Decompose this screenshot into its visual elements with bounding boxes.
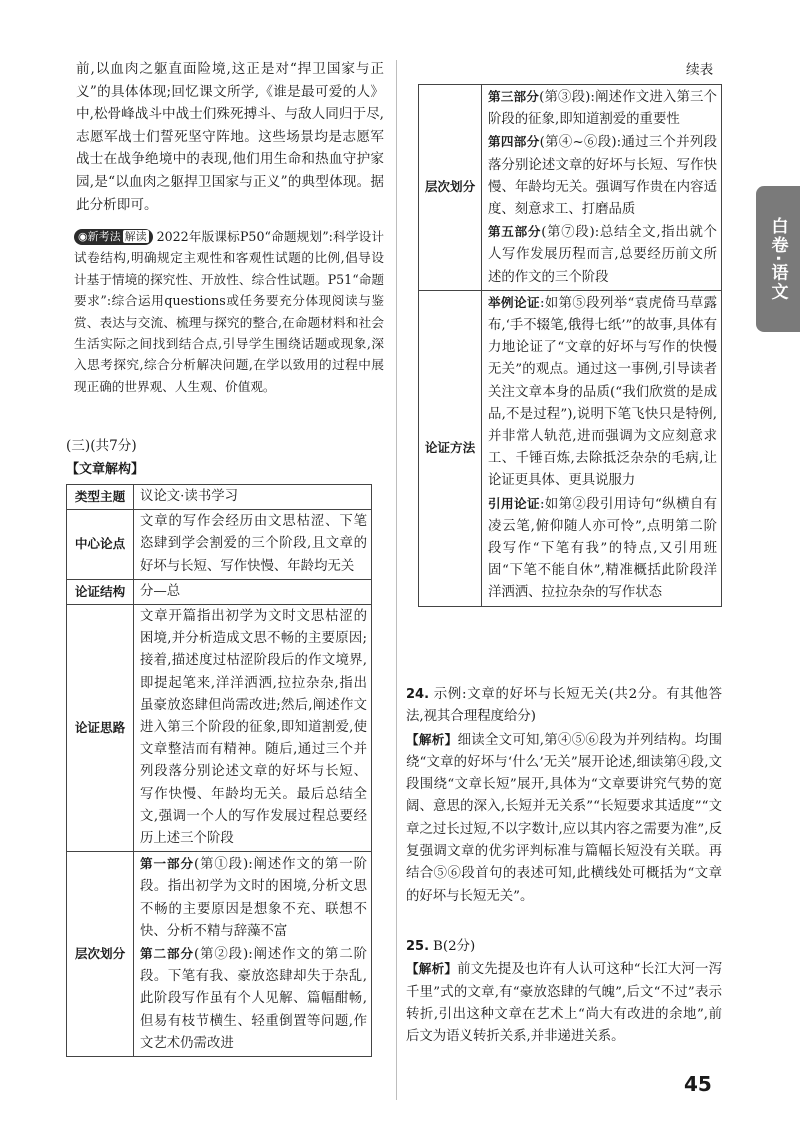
side-tab-label: 白卷·语文 [767,216,788,302]
row-key: 论证结构 [67,579,134,604]
part-text: :阐述作文的第二阶段。下笔有我、豪放恣肆却失于杂乱,此阶段写作虽有个人见解、篇幅酣畅,但易有枝节横生、轻重倒置等问题,作文艺术仍需改进 [140,947,368,1051]
question-25 [406,936,722,1048]
method-item [488,493,717,605]
answer-text: 示例:文章的好坏与长短无关(共2分。有其他答法,视其合理程度给分) [406,687,722,725]
page-number: 45 [684,1072,712,1096]
analysis-text: 细读全文可知,第④⑤⑥段为并列结构。均围绕“文章的好坏与‘什么’无关”展开论述,细读第④段,文段围绕“文章长短”展开,具体为“文章要讲究气势的宽阔、意思的深入,长短并无关系”“长短要求其适度”“文章之过长过短,不以字数计,应以其内容之需要为准”,反复强调文章的优劣评判标准与篇幅长短没有关联。再结合⑤⑥段首句的表述可知,此横线处可概括为“文章的好坏与长短无关”。 [406,732,723,904]
table-row [419,85,722,291]
analysis-label: 【解析】 [406,961,458,977]
question-24 [406,684,722,908]
method-label: 举例论证 [488,294,540,310]
part-item [488,221,717,289]
method-label: 引用论证 [488,495,540,511]
xinkaofa-badge-label: 新考法 [87,230,121,243]
part-range: (第①段) [193,857,249,873]
answer-text: B(2分) [433,939,476,954]
table-row [67,579,372,604]
continued-label: 续表 [686,62,714,78]
column-divider [396,60,397,1100]
part-text: :阐述作文进入第三个阶段的征象,即知道割爱的重要性 [488,90,718,128]
part-range: (第⑦段) [541,225,595,241]
row-value [134,852,372,1057]
part-label: 第四部分 [488,134,540,150]
part-label: 第一部分 [140,856,194,872]
analysis-text: 前文先提及也许有人认可这种“长江大河一泻千里”式的文章,有“豪放恣肆的气魄”,后文“不过”表示转折,引出这种文章在艺术上“尚大有改进的余地”,前后文为语义转折关系,并非递进关系。 [406,962,722,1045]
analysis [406,958,722,1048]
row-value: 文章开篇指出初学为文时文思枯涩的困境,并分析造成文思不畅的主要原因;接着,描述度过枯涩阶段后的作文境界,即提起笔来,洋洋洒洒,拉拉杂杂,指出虽豪放恣肆但尚需改进;然后,阐述作文进入第三个阶段的征象,即知道割爱,使文章整洁而有精神。随后,通过三个并列段落分别论述文章的好坏与长短、写作快慢、年龄均无关。最后总结全文,强调一个人的写作发展过程总要经历上述三个阶段 [134,605,372,852]
table-row [67,485,372,510]
table-row [67,852,372,1057]
part-item [488,131,717,221]
part-label: 第三部分 [488,89,540,104]
table-row [67,605,372,852]
row-key: 层次划分 [67,852,134,1057]
part-label: 第五部分 [488,224,542,240]
row-key: 论证方法 [419,290,482,606]
answer-line [406,684,722,729]
part-text: :通过三个并列段落分别论述文章的好坏与长短、写作快慢、年龄均无关。强调写作贵在内容适度、刻意求工、打磨品质 [488,135,718,218]
part-range: (第④~⑥段) [539,135,617,151]
row-key: 类型主题 [67,485,134,510]
row-value: 文章的写作会经历由文思枯涩、下笔恣肆到学会割爱的三个阶段,且文章的好坏与长短、写作快慢、年龄均无关 [134,510,372,580]
structure-table-right [418,84,722,607]
method-text: :如第②段引用诗句“纵横自有凌云笔,俯仰随人亦可怜”,点明第二阶段写作“下笔有我”的特点,又引用班固“下笔不能自休”,精准概括此阶段洋洋洒洒、拉拉杂杂的写作状态 [488,496,718,601]
lightbulb-icon: ◉ [78,230,88,243]
row-value: 议论文·读书学习 [134,485,372,510]
method-item [488,292,717,493]
part-text: :阐述作文的第一阶段。指出初学为文时的困境,分析文思不畅的主要原因是想象不充、联想不快、分析不精与辞藻不富 [140,857,368,939]
table-row [419,290,722,606]
answer-line [406,936,722,958]
xinkaofa-note [74,226,384,397]
structure-table-left [66,484,372,1057]
jiedu-label: 解读 [124,230,147,243]
row-value: 分—总 [134,579,372,604]
analysis [406,729,722,908]
part-range: (第③段) [539,90,591,105]
row-value [482,290,722,606]
part-label: 第二部分 [140,946,194,962]
method-text: :如第⑤段列举“袁虎倚马草露布,‘手不辍笔,俄得七纸’”的故事,具体有力地论证了“文章的好坏与写作的快慢无关”的观点。通过这一事例,引导读者关注文章本身的品质(“我们欣赏的是成品,不是过程”),说明下笔飞快只是特例,并非常人轨范,进而强调为文应刻意求工、千锤百炼,去除抵泛杂杂的毛病,让论证更具体、更具说服力 [488,295,718,489]
part-item [140,943,367,1055]
wenzhang-jiegou-tag: 【文章解构】 [66,462,145,477]
xinkaofa-badge [74,229,153,245]
part-range: (第②段) [193,947,249,963]
intro-paragraph: 前,以血肉之躯直面险境,这正是对“捍卫国家与正义”的具体体现;回忆课文所学,《谁是最可爱的人》中,松骨峰战斗中战士们殊死搏斗、与敌人同归于尽,志愿军战士们誓死坚守阵地。这些场景均是志愿军战士在战争绝境中的表现,他们用生命和热血守护家园,是“以血肉之躯捍卫国家与正义”的典型体现。据此分析即可。 [76,61,384,213]
table-row [67,510,372,580]
xinkaofa-text: 2022年版课标P50“命题规划”:科学设计试卷结构,明确规定主观性和客观性试题的比例,倡导设计基于情境的探究性、开放性、综合性试题。P51“命题要求”:综合运用questions或任务要充分体现阅读与鉴赏、表达与交流、梳理与探究的整合,在命题材料和社会生活实际之间找到结合点,引导学生围绕话题或现象,深入思考探究,综合分析解决问题,在学以致用的过程中展现正确的世界观、人生观、价值观。 [74,229,384,394]
row-key: 层次划分 [419,85,482,291]
row-key: 中心论点 [67,510,134,580]
row-key: 论证思路 [67,605,134,852]
part-text: :总结全文,指出就个人写作发展历程而言,总要经历前文所述的作文的三个阶段 [488,225,717,285]
row-value [482,85,722,291]
section-heading: (三)(共7分) [66,438,137,454]
part-item [488,86,717,131]
subject-side-tab [756,186,800,332]
question-number: 24. [406,687,430,702]
question-number: 25. [406,939,430,954]
part-item [140,853,367,943]
analysis-label: 【解析】 [406,731,458,747]
